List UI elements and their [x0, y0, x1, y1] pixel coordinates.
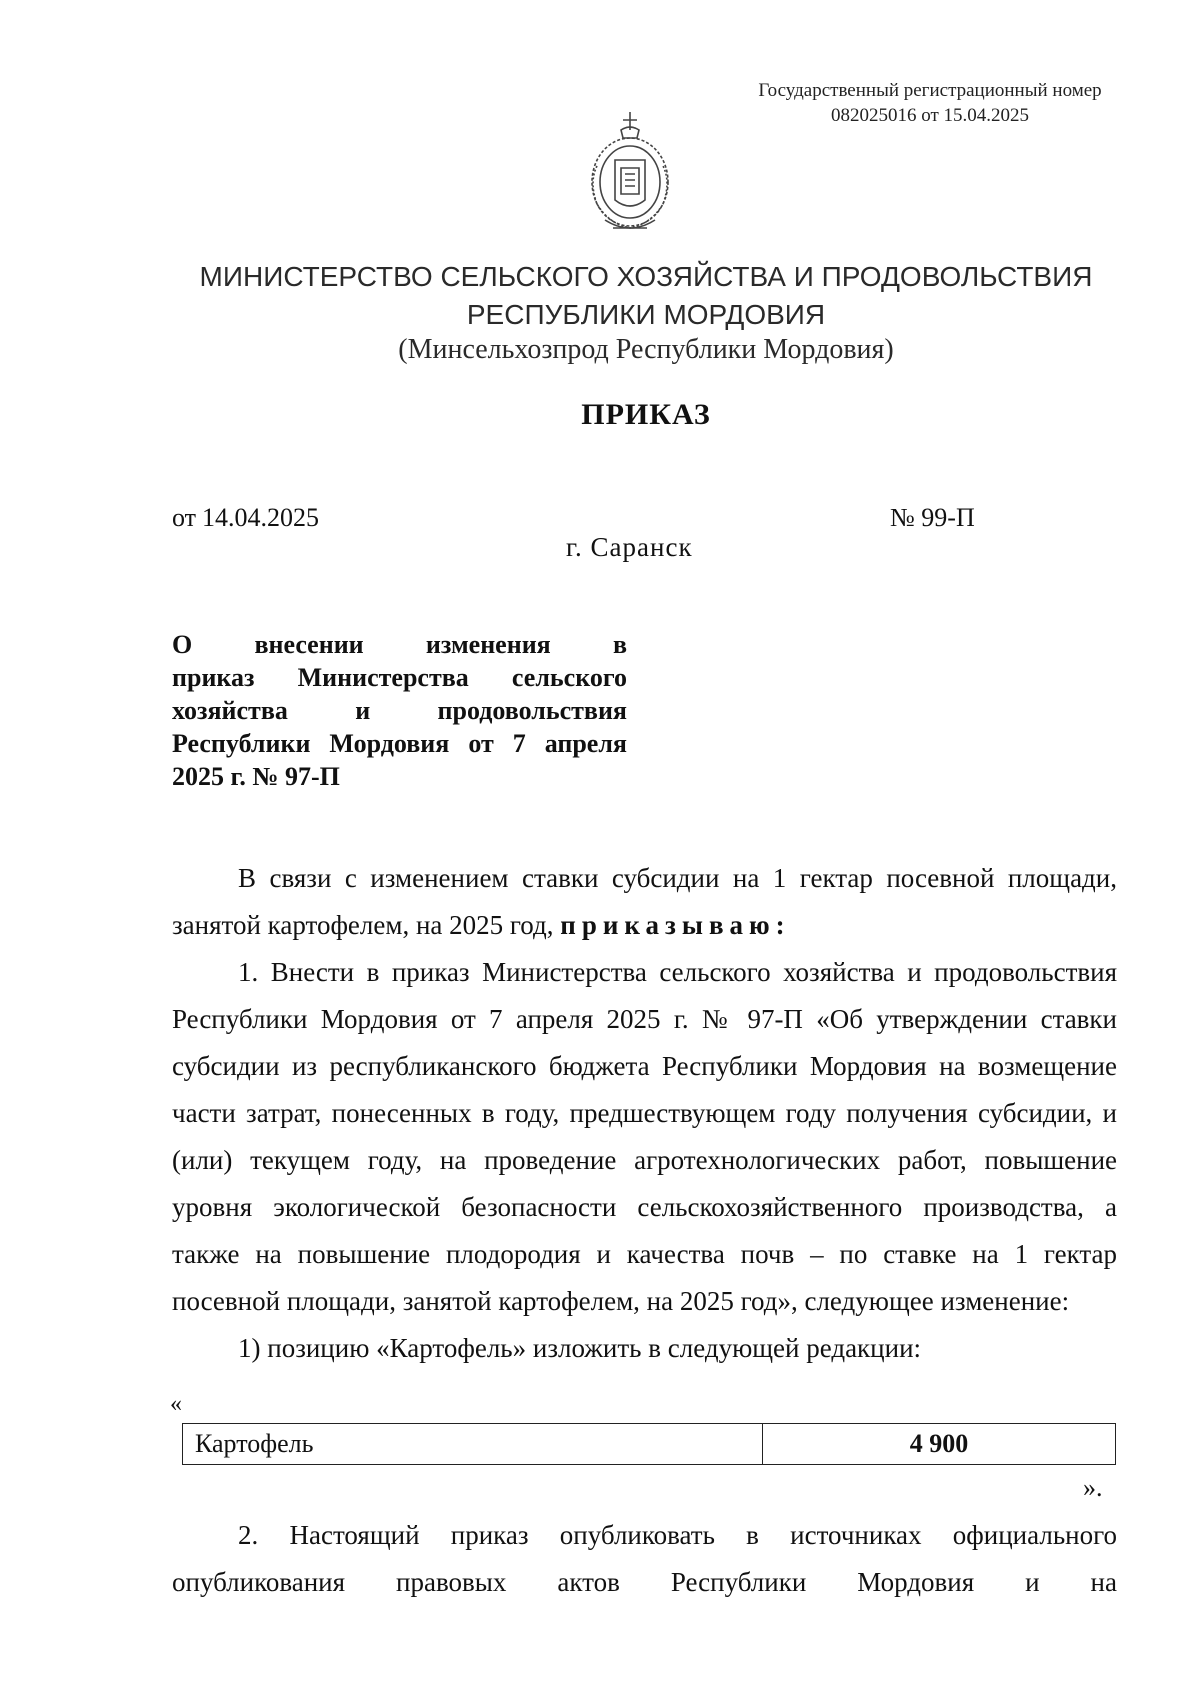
date-value: 14.04.2025 — [202, 503, 320, 532]
table-cell-rate: 4 900 — [763, 1424, 1116, 1465]
preamble-text: В связи с изменением ставки субсидии на 1 гектар посевной площади, занятой картофелем, на 2025 год, — [172, 863, 1117, 940]
ministry-name-line2: РЕСПУБЛИКИ МОРДОВИЯ — [466, 299, 826, 330]
registration-line2: 082025016 от 15.04.2025 — [830, 105, 1030, 126]
ministry-name-line1: МИНИСТЕРСТВО СЕЛЬСКОГО ХОЗЯЙСТВА И ПРОДОВОЛЬСТВИЯ — [199, 261, 1093, 292]
registration-stamp — [740, 78, 1120, 128]
order-body-continued — [172, 1512, 1117, 1606]
table-row — [183, 1424, 1116, 1465]
order-number: № 99-П — [890, 503, 975, 532]
open-quote: « — [170, 1391, 182, 1417]
subject-line3: хозяйства и продовольствия — [172, 696, 627, 725]
subject-line1: О внесении изменения в — [172, 630, 627, 659]
order-keyword: приказываю: — [560, 910, 791, 940]
subject-line2: приказ Министерства сельского — [172, 663, 627, 692]
table-cell-crop: Картофель — [183, 1424, 763, 1465]
coat-of-arms-emblem — [575, 108, 685, 240]
registration-line1: Государственный регистрационный номер — [758, 80, 1102, 101]
order-date — [172, 503, 319, 533]
date-prefix: от — [172, 503, 197, 532]
preamble-paragraph — [172, 855, 1117, 949]
order-city: г. Саранск — [566, 532, 693, 562]
close-quote: ». — [1083, 1473, 1103, 1502]
order-body — [172, 855, 1117, 1372]
subject-line5: 2025 г. № 97-П — [172, 762, 340, 791]
item-1-1-paragraph: 1) позицию «Картофель» изложить в следующей редакции: — [238, 1333, 922, 1363]
subject-line4: Республики Мордовия от 7 апреля — [172, 729, 627, 758]
item-2-paragraph: 2. Настоящий приказ опубликовать в источниках официального опубликования правовых актов Республики Мордовия и на — [172, 1520, 1117, 1597]
ministry-name — [100, 258, 1192, 334]
item-1-paragraph: 1. Внести в приказ Министерства сельского хозяйства и продовольствия Республики Мордовия от 7 апреля 2025 г. № 97-П «Об утверждении ставки субсидии из республиканского бюджета Республики Мордовия на возмещение части затрат, понесенных в году, предшествующем году получения субсидии, и (или) текущем году, на проведение агротехнологических работ, повышение уровня экологической безопасности сельскохозяйственного производства, а также на повышение плодородия и качества почв – по ставке на 1 гектар посевной площади, занятой картофелем, на 2025 год», следующее изменение: — [172, 957, 1117, 1316]
amendment-table — [182, 1423, 1116, 1465]
ministry-short-name: (Минсельхозпрод Республики Мордовия) — [398, 334, 894, 365]
document-type-title: ПРИКАЗ — [581, 398, 711, 431]
order-subject — [172, 628, 627, 793]
